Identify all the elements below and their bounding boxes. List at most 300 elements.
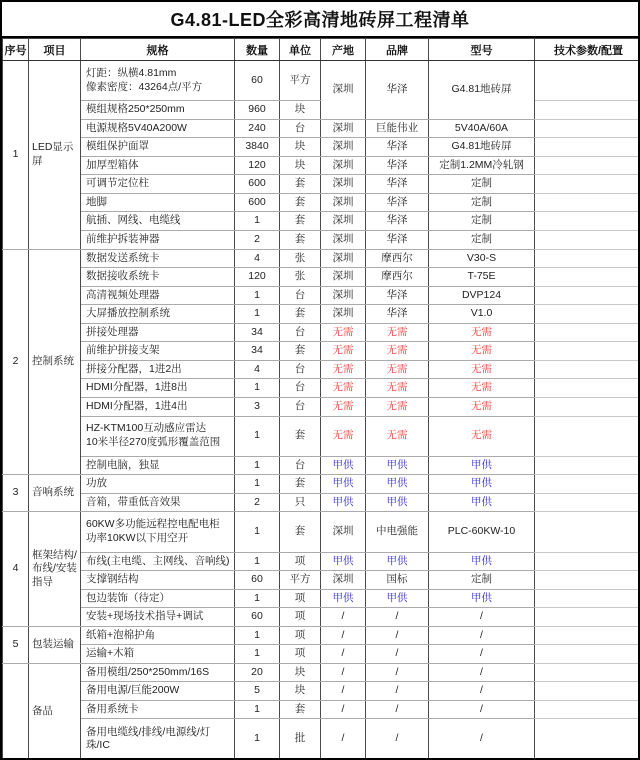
tech-params-cell (535, 119, 640, 138)
group-no-cell (3, 663, 29, 759)
brand-cell: / (366, 700, 429, 719)
origin-cell: 深圳 (321, 175, 366, 194)
spec-cell (81, 323, 235, 342)
spec-line: 10米半径270度弧形覆盖范围 (86, 436, 221, 449)
table-row (3, 61, 640, 101)
model-cell: G4.81地砖屏 (429, 138, 535, 157)
unit-cell: 台 (280, 397, 321, 416)
model-cell: 甲供 (429, 456, 535, 475)
spec-line: 支撑钢结构 (86, 573, 139, 586)
tech-params-cell (535, 626, 640, 645)
spec-cell (81, 700, 235, 719)
model-cell: 无需 (429, 379, 535, 398)
tech-params-cell (535, 571, 640, 590)
origin-cell: / (321, 626, 366, 645)
group-no-cell: 1 (3, 61, 29, 250)
spec-cell (81, 119, 235, 138)
group-item-cell: 备品 (29, 663, 81, 759)
qty-cell: 3 (235, 397, 280, 416)
tech-params-cell (535, 416, 640, 456)
model-cell: V30-S (429, 249, 535, 268)
origin-cell: 深圳 (321, 268, 366, 287)
tech-params-cell (535, 323, 640, 342)
origin-cell: / (321, 608, 366, 627)
spec-line: 运输+木箱 (86, 647, 135, 660)
unit-cell: 套 (280, 700, 321, 719)
spec-line: 包边装饰（待定） (86, 591, 170, 604)
table-row (3, 212, 640, 231)
brand-cell: 华泽 (366, 193, 429, 212)
qty-cell: 120 (235, 156, 280, 175)
spec-cell (81, 416, 235, 456)
spec-line: 备用电缆线/排线/电源线/灯珠/IC (86, 725, 211, 752)
qty-cell: 1 (235, 626, 280, 645)
origin-cell: 深圳 (321, 212, 366, 231)
model-cell: V1.0 (429, 305, 535, 324)
spec-cell (81, 719, 235, 760)
group-item-cell: 框架结构/布线/安装指导 (29, 512, 81, 626)
brand-cell: 无需 (366, 342, 429, 361)
model-cell: / (429, 719, 535, 760)
table-row (3, 475, 640, 494)
spec-cell (81, 379, 235, 398)
qty-cell: 1 (235, 719, 280, 760)
spec-cell (81, 268, 235, 287)
column-header: 型号 (429, 39, 535, 61)
table-row (3, 552, 640, 571)
origin-cell: / (321, 663, 366, 682)
spec-cell (81, 512, 235, 552)
origin-cell: 甲供 (321, 475, 366, 494)
tech-params-cell (535, 397, 640, 416)
qty-cell: 1 (235, 212, 280, 231)
brand-cell: / (366, 663, 429, 682)
model-cell: 定制 (429, 193, 535, 212)
model-cell: T-75E (429, 268, 535, 287)
spec-cell (81, 645, 235, 664)
model-cell: 无需 (429, 416, 535, 456)
spec-cell (81, 305, 235, 324)
tech-params-cell (535, 138, 640, 157)
origin-cell: / (321, 700, 366, 719)
table-row (3, 645, 640, 664)
tech-params-cell (535, 475, 640, 494)
column-header: 数量 (235, 39, 280, 61)
spec-cell (81, 493, 235, 512)
tech-params-cell (535, 342, 640, 361)
spec-cell (81, 101, 235, 120)
spec-line: 像素密度：43264点/平方 (86, 80, 203, 93)
table-row (3, 231, 640, 250)
origin-cell: 无需 (321, 416, 366, 456)
spec-line: 前维护拼接支架 (86, 344, 160, 357)
tech-params-cell (535, 379, 640, 398)
tech-params-cell (535, 193, 640, 212)
qty-cell: 1 (235, 475, 280, 494)
spec-cell (81, 571, 235, 590)
brand-cell: 摩西尔 (366, 249, 429, 268)
spec-cell (81, 342, 235, 361)
origin-cell: 无需 (321, 379, 366, 398)
unit-cell: 套 (280, 231, 321, 250)
model-cell: 甲供 (429, 493, 535, 512)
group-no-cell: 4 (3, 512, 29, 626)
spec-cell (81, 608, 235, 627)
spec-cell (81, 552, 235, 571)
model-cell: / (429, 608, 535, 627)
table-row (3, 571, 640, 590)
table-row (3, 700, 640, 719)
spec-line: 布线(主电缆、主网线、音响线) (86, 554, 230, 567)
origin-cell: 深圳 (321, 305, 366, 324)
tech-params-cell (535, 212, 640, 231)
origin-cell: / (321, 719, 366, 760)
brand-cell: 甲供 (366, 552, 429, 571)
spec-cell (81, 475, 235, 494)
spec-line: 电源规格5V40A200W (86, 121, 187, 134)
tech-params-cell (535, 608, 640, 627)
column-header: 项目 (29, 39, 81, 61)
qty-cell: 600 (235, 193, 280, 212)
qty-cell: 1 (235, 645, 280, 664)
tech-params-cell (535, 493, 640, 512)
column-header: 产地 (321, 39, 366, 61)
brand-cell: 无需 (366, 323, 429, 342)
origin-cell: 无需 (321, 323, 366, 342)
spec-cell (81, 286, 235, 305)
spec-cell (81, 589, 235, 608)
column-header: 单位 (280, 39, 321, 61)
origin-cell: 深圳 (321, 249, 366, 268)
spec-line: HDMI分配器，1进4出 (86, 399, 188, 412)
model-cell: 定制 (429, 571, 535, 590)
brand-cell: 国标 (366, 571, 429, 590)
spec-cell (81, 193, 235, 212)
spec-line: 安装+现场技术指导+调试 (86, 610, 204, 623)
brand-cell: 华泽 (366, 138, 429, 157)
tech-params-cell (535, 645, 640, 664)
unit-cell: 台 (280, 286, 321, 305)
group-no-cell: 5 (3, 626, 29, 663)
brand-cell: / (366, 608, 429, 627)
unit-cell: 项 (280, 645, 321, 664)
origin-cell: 深圳 (321, 571, 366, 590)
spec-cell (81, 397, 235, 416)
qty-cell: 1 (235, 456, 280, 475)
unit-cell: 块 (280, 682, 321, 701)
unit-cell: 项 (280, 589, 321, 608)
qty-cell: 1 (235, 589, 280, 608)
spec-line: 拼接分配器，1进2出 (86, 362, 182, 375)
qty-cell: 3840 (235, 138, 280, 157)
table-row (3, 193, 640, 212)
spec-cell (81, 212, 235, 231)
qty-cell: 4 (235, 360, 280, 379)
spec-line: 可调节定位柱 (86, 177, 149, 190)
unit-cell: 批 (280, 719, 321, 760)
tech-params-cell (535, 719, 640, 760)
origin-cell: / (321, 645, 366, 664)
origin-cell: 甲供 (321, 456, 366, 475)
brand-cell: 华泽 (366, 286, 429, 305)
model-cell: DVP124 (429, 286, 535, 305)
spec-line: 数据接收系统卡 (86, 270, 160, 283)
spec-cell (81, 626, 235, 645)
column-header: 规格 (81, 39, 235, 61)
origin-cell: 深圳 (321, 119, 366, 138)
unit-cell: 套 (280, 342, 321, 361)
tech-params-cell (535, 552, 640, 571)
qty-cell: 1 (235, 416, 280, 456)
column-header: 品牌 (366, 39, 429, 61)
brand-cell: 无需 (366, 416, 429, 456)
qty-cell: 1 (235, 512, 280, 552)
spec-cell (81, 138, 235, 157)
model-cell: 甲供 (429, 589, 535, 608)
spec-cell (81, 231, 235, 250)
origin-cell: 无需 (321, 342, 366, 361)
table-row (3, 156, 640, 175)
table-row (3, 663, 640, 682)
unit-cell: 项 (280, 626, 321, 645)
qty-cell: 34 (235, 323, 280, 342)
spec-line: 灯距：纵横4.81mm (86, 66, 177, 79)
table-row (3, 626, 640, 645)
brand-cell: 华泽 (366, 231, 429, 250)
group-item-cell: LED显示屏 (29, 61, 81, 250)
table-row (3, 456, 640, 475)
origin-cell: 深圳 (321, 61, 366, 120)
qty-cell: 4 (235, 249, 280, 268)
qty-cell: 60 (235, 61, 280, 101)
model-cell: 无需 (429, 323, 535, 342)
table-row (3, 286, 640, 305)
table-row (3, 416, 640, 456)
unit-cell: 台 (280, 323, 321, 342)
table-row (3, 512, 640, 552)
origin-cell: 无需 (321, 360, 366, 379)
model-cell: 甲供 (429, 552, 535, 571)
tech-params-cell (535, 101, 640, 120)
model-cell: 定制 (429, 231, 535, 250)
tech-params-cell (535, 700, 640, 719)
unit-cell: 套 (280, 305, 321, 324)
spec-cell (81, 249, 235, 268)
model-cell: 甲供 (429, 475, 535, 494)
unit-cell: 块 (280, 138, 321, 157)
unit-cell: 块 (280, 101, 321, 120)
qty-cell: 1 (235, 700, 280, 719)
brand-cell: / (366, 682, 429, 701)
table-row (3, 305, 640, 324)
model-cell: / (429, 645, 535, 664)
tech-params-cell (535, 512, 640, 552)
spec-line: 航插、网线、电缆线 (86, 214, 181, 227)
spec-line: 前维护拆装神器 (86, 232, 160, 245)
qty-cell: 1 (235, 552, 280, 571)
model-cell: / (429, 626, 535, 645)
spec-cell (81, 360, 235, 379)
tech-params-cell (535, 175, 640, 194)
brand-cell: 无需 (366, 379, 429, 398)
origin-cell: 深圳 (321, 512, 366, 552)
spec-line: 60KW多功能远程控电配电柜 (86, 518, 220, 531)
table-row (3, 342, 640, 361)
model-cell: 无需 (429, 397, 535, 416)
tech-params-cell (535, 249, 640, 268)
brand-cell: 华泽 (366, 305, 429, 324)
spec-line: HDMI分配器，1进8出 (86, 381, 188, 394)
table-row (3, 323, 640, 342)
qty-cell: 120 (235, 268, 280, 287)
spec-cell (81, 663, 235, 682)
model-cell: / (429, 682, 535, 701)
table-row (3, 493, 640, 512)
brand-cell: 无需 (366, 360, 429, 379)
brand-cell: 华泽 (366, 175, 429, 194)
table-row (3, 360, 640, 379)
unit-cell: 套 (280, 212, 321, 231)
project-table (2, 38, 640, 760)
unit-cell: 套 (280, 475, 321, 494)
group-no-cell: 3 (3, 475, 29, 512)
tech-params-cell (535, 456, 640, 475)
brand-cell: 巨能伟业 (366, 119, 429, 138)
brand-cell: 甲供 (366, 456, 429, 475)
unit-cell: 台 (280, 379, 321, 398)
brand-cell: / (366, 719, 429, 760)
qty-cell: 1 (235, 305, 280, 324)
qty-cell: 960 (235, 101, 280, 120)
spec-line: 功率10KW以下用空开 (86, 531, 189, 544)
origin-cell: 甲供 (321, 552, 366, 571)
qty-cell: 60 (235, 571, 280, 590)
spec-cell (81, 61, 235, 101)
qty-cell: 60 (235, 608, 280, 627)
spec-line: 功放 (86, 477, 107, 490)
model-cell: 无需 (429, 360, 535, 379)
model-cell: 无需 (429, 342, 535, 361)
unit-cell: 项 (280, 608, 321, 627)
qty-cell: 1 (235, 379, 280, 398)
brand-cell: 华泽 (366, 156, 429, 175)
unit-cell: 台 (280, 119, 321, 138)
unit-cell: 套 (280, 193, 321, 212)
spec-line: 纸箱+泡棉护角 (86, 628, 156, 641)
origin-cell: 深圳 (321, 156, 366, 175)
origin-cell: 深圳 (321, 231, 366, 250)
tech-params-cell (535, 231, 640, 250)
brand-cell: 甲供 (366, 493, 429, 512)
unit-cell: 台 (280, 456, 321, 475)
tech-params-cell (535, 360, 640, 379)
brand-cell: 甲供 (366, 589, 429, 608)
brand-cell: / (366, 626, 429, 645)
group-item-cell: 音响系统 (29, 475, 81, 512)
group-no-cell: 2 (3, 249, 29, 475)
qty-cell: 2 (235, 493, 280, 512)
model-cell: 定制 (429, 212, 535, 231)
spec-line: 备用模组/250*250mm/16S (86, 665, 210, 678)
brand-cell: 无需 (366, 397, 429, 416)
model-cell: G4.81地砖屏 (429, 61, 535, 120)
page-title: G4.81-LED全彩高清地砖屏工程清单 (2, 2, 638, 38)
table-row (3, 608, 640, 627)
unit-cell: 只 (280, 493, 321, 512)
model-cell: / (429, 663, 535, 682)
origin-cell: 深圳 (321, 286, 366, 305)
origin-cell: 无需 (321, 397, 366, 416)
spec-line: 地脚 (86, 195, 107, 208)
model-cell: 定制1.2MM冷轧钢 (429, 156, 535, 175)
tech-params-cell (535, 156, 640, 175)
spec-line: 加厚型箱体 (86, 158, 139, 171)
qty-cell: 2 (235, 231, 280, 250)
spec-line: HZ-KTM100互动感应雷达 (86, 422, 207, 435)
spec-cell (81, 156, 235, 175)
table-row (3, 268, 640, 287)
qty-cell: 600 (235, 175, 280, 194)
spec-line: 模组保护面罩 (86, 140, 149, 153)
spec-cell (81, 175, 235, 194)
spec-line: 控制电脑，独显 (86, 458, 160, 471)
origin-cell: / (321, 682, 366, 701)
brand-cell: 华泽 (366, 61, 429, 120)
spec-line: 模组规格250*250mm (86, 103, 185, 116)
model-cell: PLC-60KW-10 (429, 512, 535, 552)
table-row (3, 682, 640, 701)
table-header (3, 39, 640, 61)
table-row (3, 119, 640, 138)
tech-params-cell (535, 589, 640, 608)
column-header: 技术参数/配置 (535, 39, 640, 61)
tech-params-cell (535, 286, 640, 305)
unit-cell: 张 (280, 249, 321, 268)
tech-params-cell (535, 61, 640, 101)
unit-cell: 平方 (280, 571, 321, 590)
origin-cell: 甲供 (321, 493, 366, 512)
qty-cell: 5 (235, 682, 280, 701)
group-item-cell: 控制系统 (29, 249, 81, 475)
spec-line: 高清视频处理器 (86, 288, 160, 301)
origin-cell: 深圳 (321, 193, 366, 212)
tech-params-cell (535, 305, 640, 324)
table-row (3, 175, 640, 194)
model-cell: / (429, 700, 535, 719)
unit-cell: 套 (280, 175, 321, 194)
unit-cell: 块 (280, 156, 321, 175)
table-row (3, 719, 640, 760)
unit-cell: 项 (280, 552, 321, 571)
table-row (3, 379, 640, 398)
spec-line: 数据发送系统卡 (86, 251, 160, 264)
spec-line: 大屏播放控制系统 (86, 307, 170, 320)
brand-cell: 华泽 (366, 212, 429, 231)
model-cell: 5V40A/60A (429, 119, 535, 138)
table-row (3, 589, 640, 608)
brand-cell: 中电强能 (366, 512, 429, 552)
tech-params-cell (535, 268, 640, 287)
qty-cell: 20 (235, 663, 280, 682)
spec-line: 音箱，带重低音效果 (86, 495, 181, 508)
tech-params-cell (535, 682, 640, 701)
header-row (3, 39, 640, 61)
unit-cell: 套 (280, 512, 321, 552)
group-item-cell: 包装运输 (29, 626, 81, 663)
table-body (3, 61, 640, 760)
qty-cell: 240 (235, 119, 280, 138)
table-row (3, 249, 640, 268)
